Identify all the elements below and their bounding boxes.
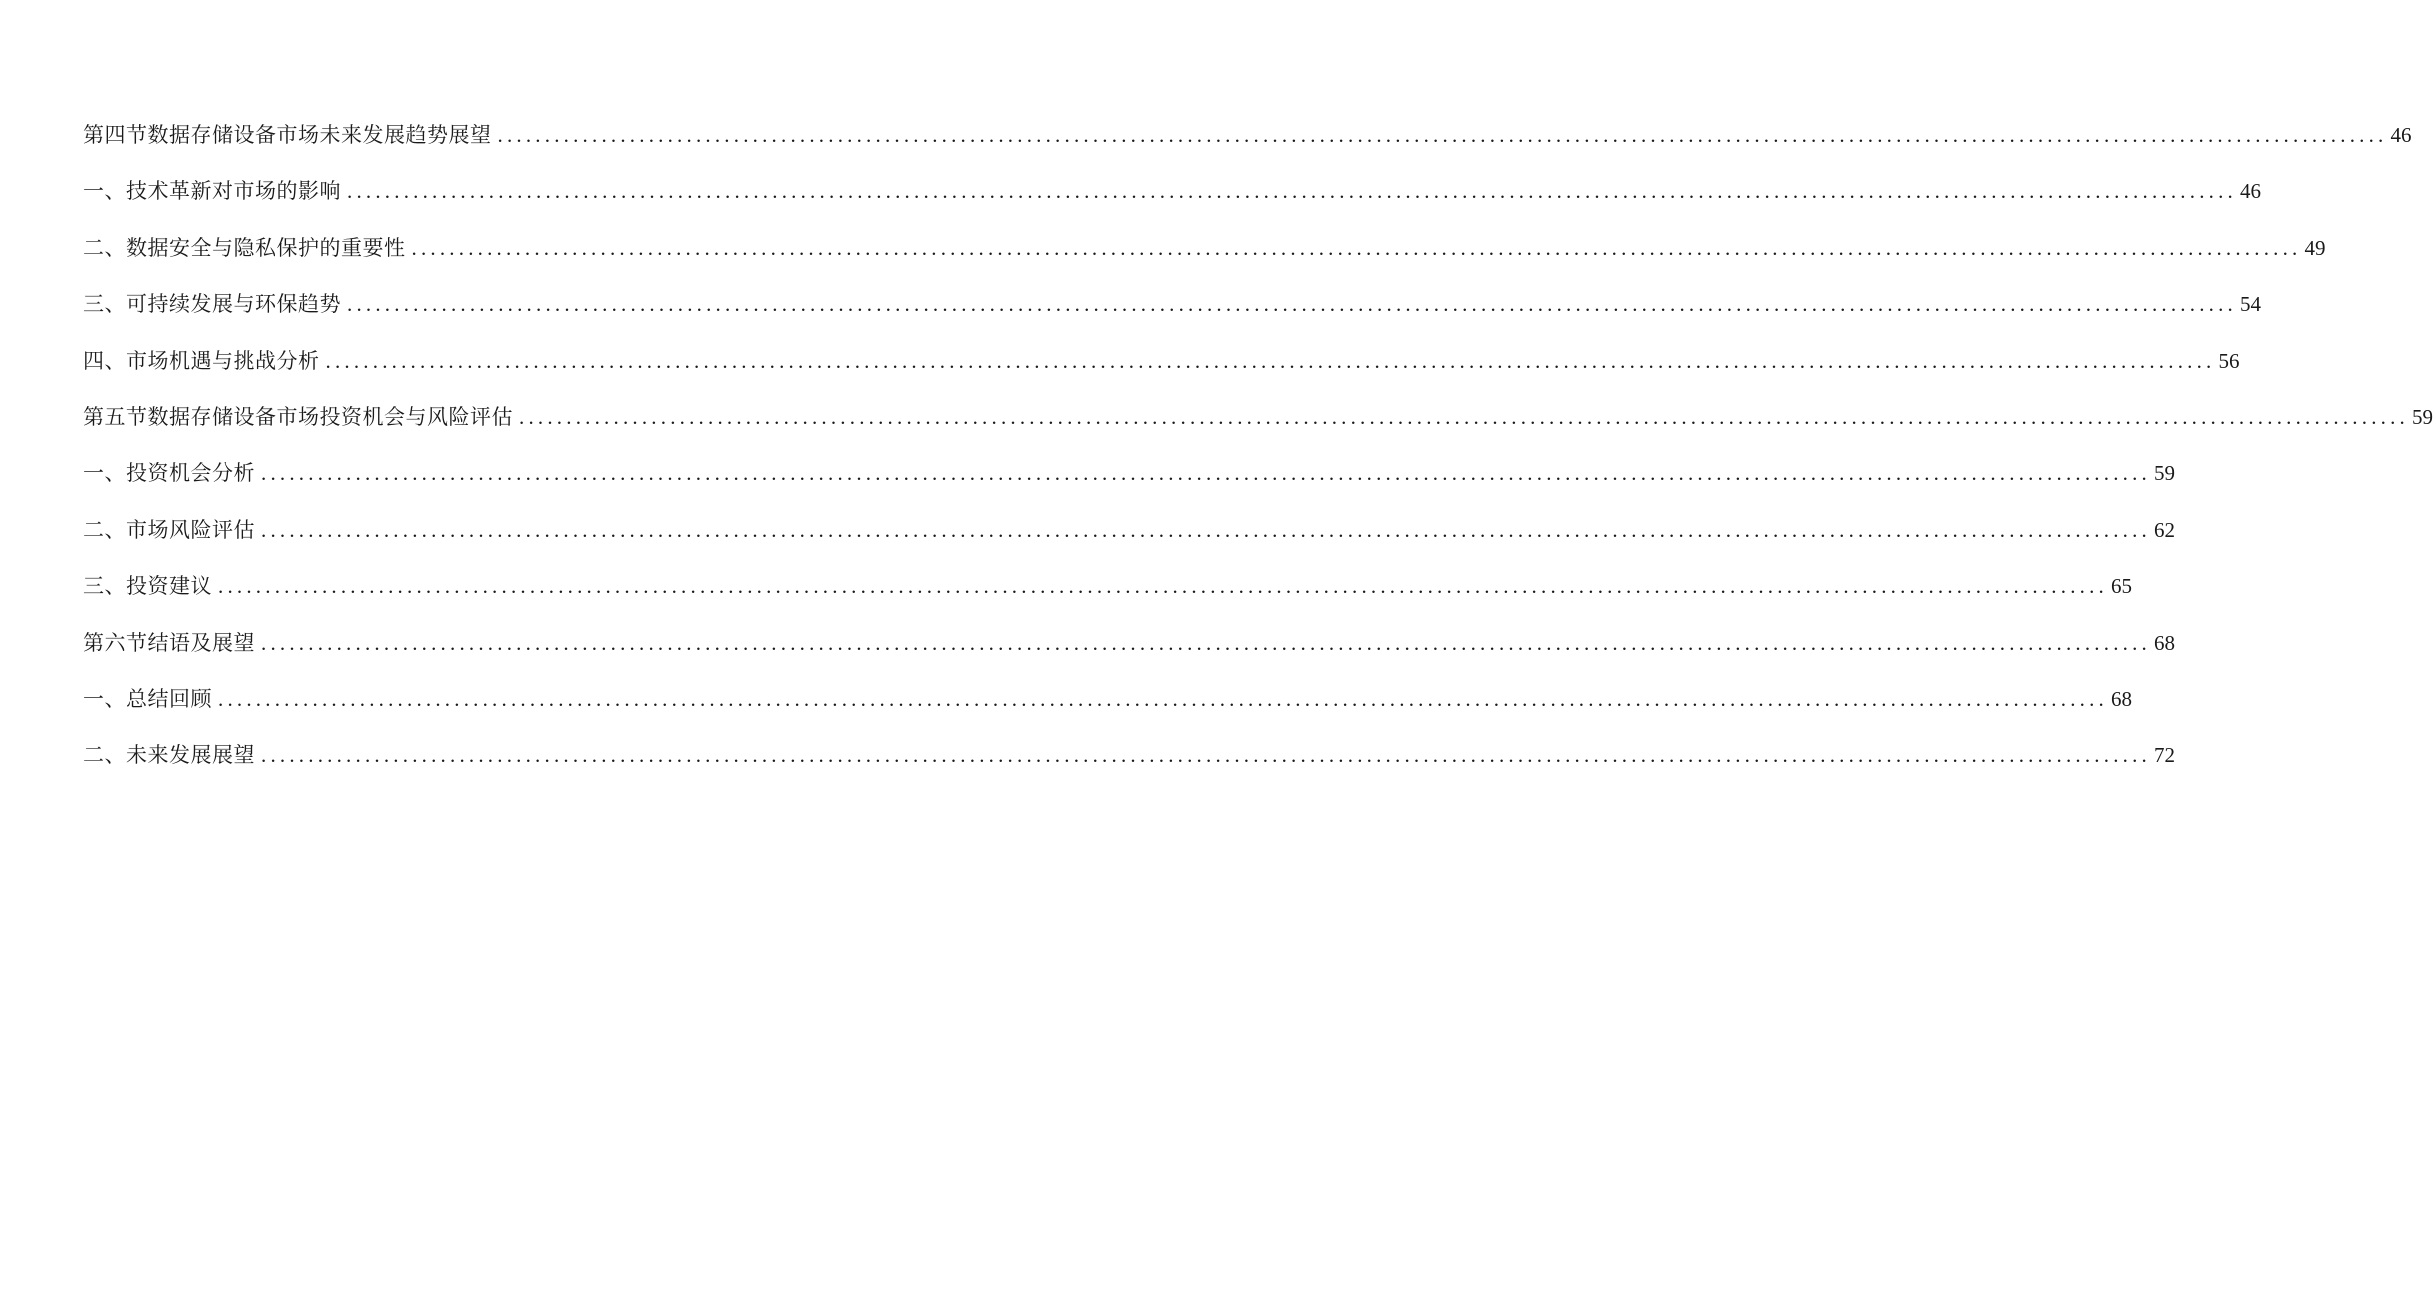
toc-entry-title: 二、数据安全与隐私保护的重要性 (83, 235, 406, 260)
toc-entry-title: 第四节数据存储设备市场未来发展趋势展望 (83, 123, 492, 147)
toc-entry[interactable] (83, 510, 2175, 566)
toc-entry[interactable] (83, 228, 2326, 284)
toc-entry-title: 三、可持续发展与环保趋势 (83, 292, 341, 317)
toc-dot-leader: ........................................................................................................................................................................................................ (218, 574, 2108, 599)
toc-entry-title: 一、技术革新对市场的影响 (83, 179, 341, 204)
toc-entry-page: 59 (2412, 404, 2433, 429)
toc-entry[interactable] (83, 566, 2132, 622)
toc-entry[interactable] (83, 735, 2175, 791)
toc-entry-title: 三、投资建议 (83, 574, 212, 599)
toc-entry-title: 二、市场风险评估 (83, 517, 255, 542)
toc-dot-leader: ........................................................................................................................................................................................................ (261, 630, 2151, 655)
toc-entry-title: 四、市场机遇与挑战分析 (83, 348, 320, 373)
toc-entry-title: 一、投资机会分析 (83, 461, 255, 486)
toc-entry-title: 一、总结回顾 (83, 686, 212, 711)
toc-entry-page: 49 (2304, 235, 2326, 260)
toc-entry-page: 72 (2154, 743, 2175, 768)
toc-entry-title: 第五节数据存储设备市场投资机会与风险评估 (83, 404, 513, 429)
toc-entry[interactable] (83, 284, 2261, 340)
toc-dot-leader: ........................................................................................................................................................................................................ (261, 461, 2151, 486)
toc-dot-leader: ........................................................................................................................................................................................................ (261, 743, 2151, 768)
toc-entry-page: 65 (2111, 574, 2132, 599)
toc-entry[interactable] (83, 171, 2261, 227)
toc-entry-page: 62 (2154, 517, 2175, 542)
table-of-contents (83, 115, 2433, 792)
toc-entry[interactable] (83, 679, 2132, 735)
toc-entry[interactable] (83, 341, 2240, 397)
toc-entry-section-5[interactable] (83, 397, 2433, 453)
toc-dot-leader: ........................................................................................................................................................................................................ (347, 292, 2237, 317)
toc-entry-page: 56 (2218, 348, 2240, 373)
toc-entry-page: 68 (2111, 686, 2132, 711)
toc-dot-leader: ........................................................................................................................................................................................................ (261, 517, 2151, 542)
toc-dot-leader: ........................................................................................................................................................................................................ (411, 235, 2302, 260)
toc-entry-title: 二、未来发展展望 (83, 743, 255, 768)
toc-dot-leader: ........................................................................................................................................................................................................ (519, 404, 2409, 429)
toc-dot-leader: ........................................................................................................................................................................................................ (497, 123, 2388, 147)
toc-entry-page: 46 (2390, 123, 2412, 147)
toc-dot-leader: ........................................................................................................................................................................................................ (347, 179, 2237, 204)
toc-dot-leader: ........................................................................................................................................................................................................ (218, 686, 2108, 711)
toc-entry-section-4[interactable] (83, 115, 2412, 171)
toc-entry-page: 46 (2240, 179, 2261, 204)
toc-entry-title: 第六节结语及展望 (83, 630, 255, 655)
toc-dot-leader: ........................................................................................................................................................................................................ (325, 348, 2216, 373)
toc-entry-page: 68 (2154, 630, 2175, 655)
toc-entry-section-6[interactable] (83, 623, 2175, 679)
toc-entry[interactable] (83, 453, 2175, 509)
toc-entry-page: 59 (2154, 461, 2175, 486)
toc-entry-page: 54 (2240, 292, 2261, 317)
